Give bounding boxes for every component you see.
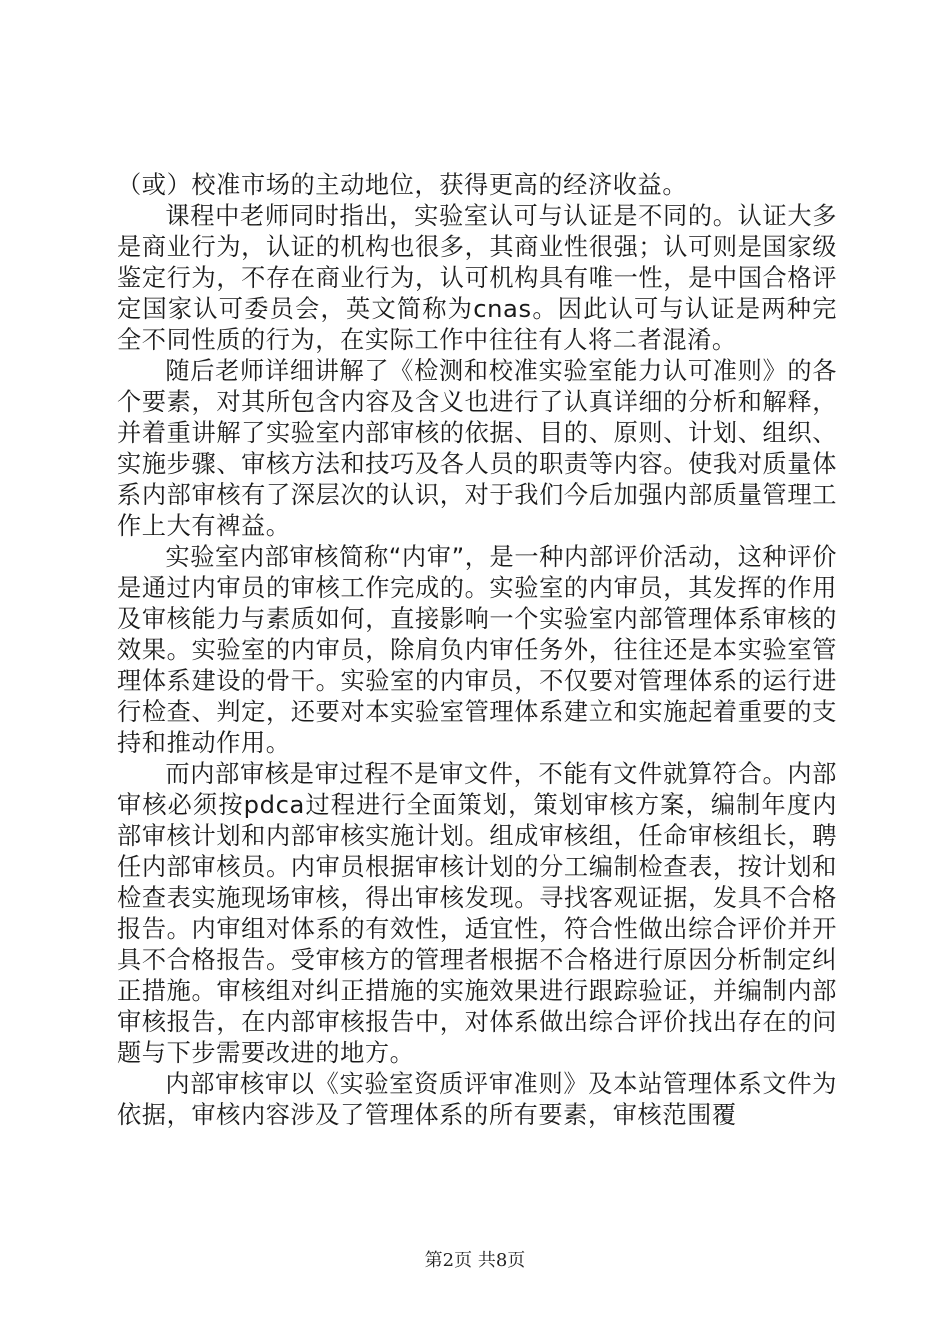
document-body (117, 170, 837, 1131)
paragraph-2: 随后老师详细讲解了《检测和校准实验室能力认可准则》的各个要素，对其所包含内容及含义也进行了认真详细的分析和解释，并着重讲解了实验室内部审核的依据、目的、原则、计划、组织、实施步骤、审核方法和技巧及各人员的职责等内容。使我对质量体系内部审核有了深层次的认识，对于我们今后加强内部质量管理工作上大有裨益。 (117, 357, 837, 540)
page-number-footer: 第2页 共8页 (424, 1250, 526, 1271)
paragraph-4: 而内部审核是审过程不是审文件，不能有文件就算符合。内部审核必须按pdca过程进行全面策划，策划审核方案，编制年度内部审核计划和内部审核实施计划。组成审核组，任命审核组长，聘任内部审核员。内审员根据审核计划的分工编制检查表，按计划和检查表实施现场审核，得出审核发现。寻找客观证据，发具不合格报告。内审组对体系的有效性，适宜性，符合性做出综合评价并开具不合格报告。受审核方的管理者根据不合格进行原因分析制定纠正措施。审核组对纠正措施的实施效果进行跟踪验证，并编制内部审核报告，在内部审核报告中，对体系做出综合评价找出存在的问题与下步需要改进的地方。 (117, 760, 837, 1067)
paragraph-0: （或）校准市场的主动地位，获得更高的经济收益。 (117, 171, 688, 199)
paragraph-3: 实验室内部审核简称“内审”，是一种内部评价活动，这种评价是通过内审员的审核工作完成的。实验室的内审员，其发挥的作用及审核能力与素质如何，直接影响一个实验室内部管理体系审核的效果。实验室的内审员，除肩负内审任务外，往往还是本实验室管理体系建设的骨干。实验室的内审员，不仅要对管理体系的运行进行检查、判定，还要对本实验室管理体系建立和实施起着重要的支持和推动作用。 (117, 543, 837, 757)
paragraph-5: 内部审核审以《实验室资质评审准则》及本站管理体系文件为依据，审核内容涉及了管理体系的所有要素，审核范围覆 (117, 1070, 837, 1129)
paragraph-1: 课程中老师同时指出，实验室认可与认证是不同的。认证大多是商业行为，认证的机构也很多，其商业性很强；认可则是国家级鉴定行为，不存在商业行为，认可机构具有唯一性，是中国合格评定国家认可委员会，英文简称为cnas。因此认可与认证是两种完全不同性质的行为，在实际工作中往往有人将二者混淆。 (117, 202, 837, 354)
